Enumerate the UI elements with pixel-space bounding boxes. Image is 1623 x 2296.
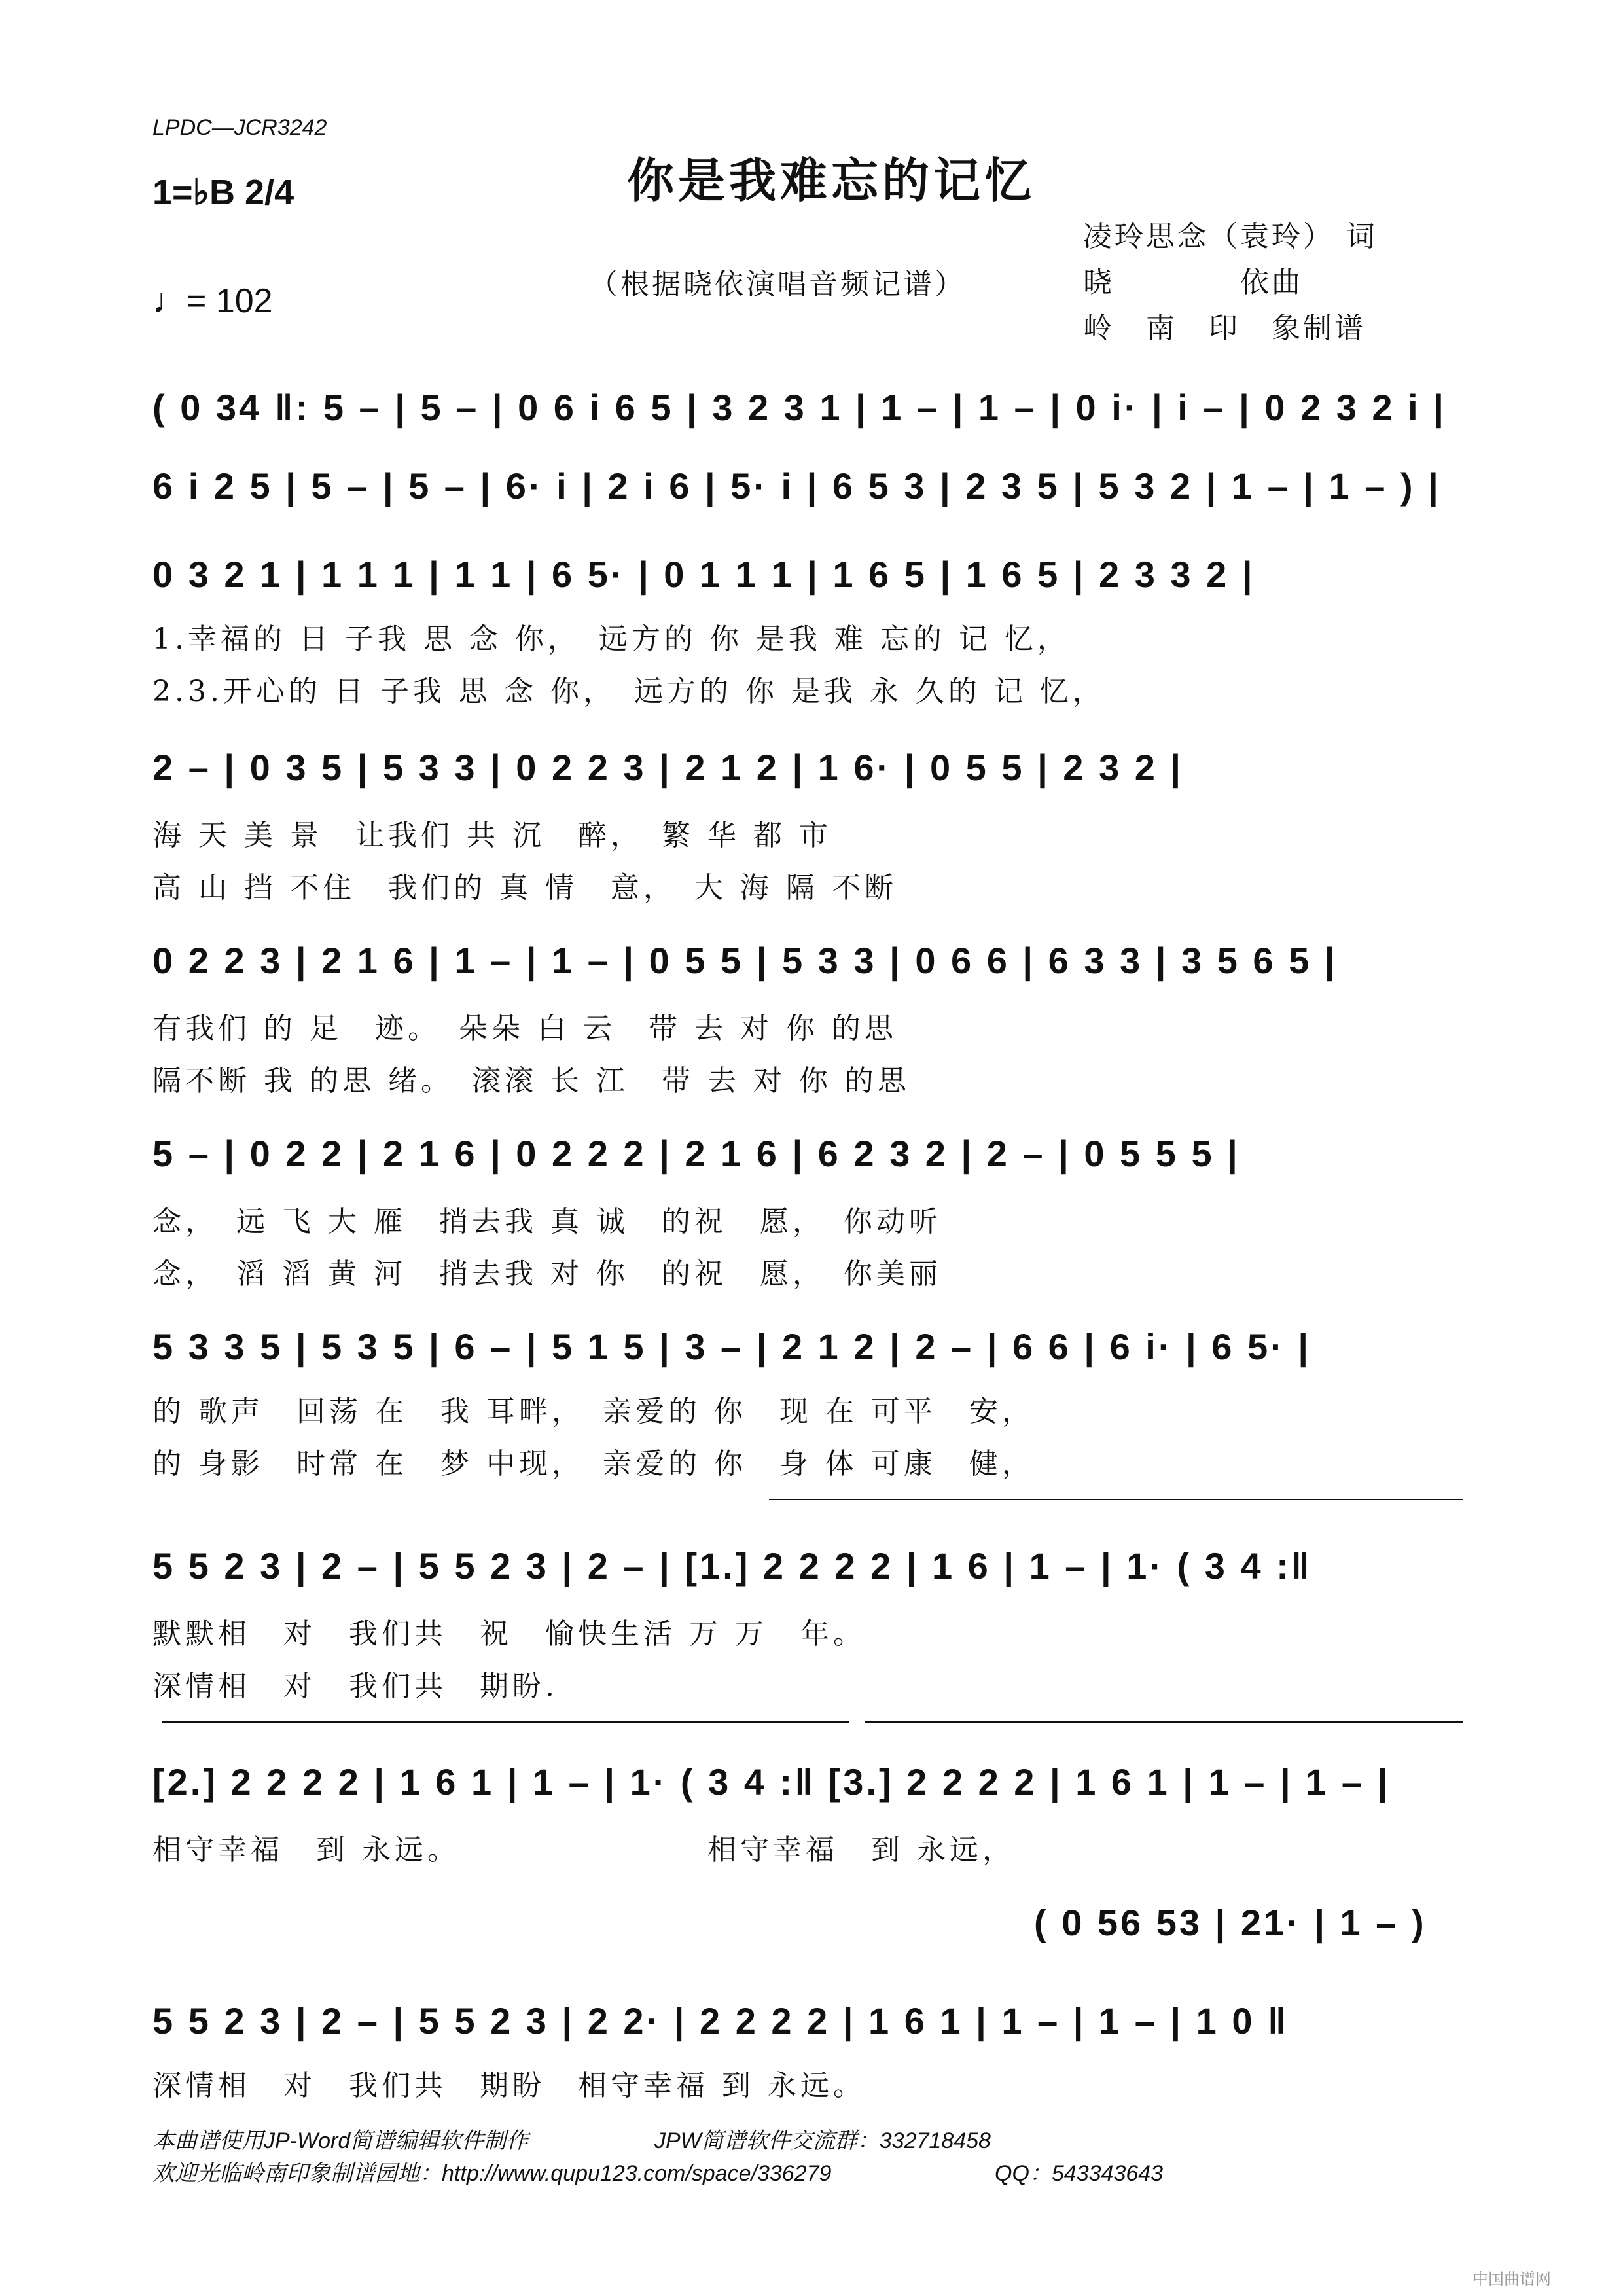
credit-transcriber: 岭 南 印 象制谱 [1083, 312, 1366, 345]
notation-line: [2.] 2 2 2 2 | 1 6 1 | 1 – | 1· ( 3 4 :‖ [3.] 2 2 2 2 | 1 6 1 | 1 – | 1 – | [152, 1761, 1391, 1803]
lyric-line: 的 身影 时常 在 梦 中现， 亲爱的 你 身 体 可康 健， [152, 1447, 1035, 1480]
lyric-line: 深情相 对 我们共 期盼. [152, 1670, 558, 1703]
notation-line: 5 5 2 3 | 2 – | 5 5 2 3 | 2 2· | 2 2 2 2 | 1 6 1 | 1 – | 1 – | 1 0 ‖ [152, 2000, 1289, 2041]
lyric-line: 1.幸福的 日 子我 思 念 你， 远方的 你 是我 难 忘的 记 忆， [152, 622, 1070, 656]
key-signature: 1=♭B 2/4 [152, 173, 294, 212]
notation-line: ( 0 56 53 | 21· | 1 – ) [1034, 1902, 1427, 1943]
lyric-line: 高 山 挡 不住 我们的 真 情 意， 大 海 隔 不断 [152, 871, 897, 905]
lyric-line: 相守幸福 到 永远。 相守幸福 到 永远， [152, 1833, 1015, 1867]
lyric-line: 海 天 美 景 让我们 共 沉 醉， 繁 华 都 市 [152, 819, 832, 852]
song-title: 你是我难忘的记忆 [626, 152, 1035, 208]
volta-bracket [865, 1721, 1463, 1723]
notation-line: 5 – | 0 2 2 | 2 1 6 | 0 2 2 2 | 2 1 6 | 6 2 3 2 | 2 – | 0 5 5 5 | [152, 1133, 1240, 1174]
credit-lyricist: 凌玲思念（袁玲） 词 [1083, 220, 1378, 253]
footer-qq: QQ：543343643 [995, 2161, 1164, 2186]
credit-composer: 晓 依曲 [1083, 266, 1303, 299]
lyric-line: 念， 远 飞 大 雁 捎去我 真 诚 的祝 愿， 你动听 [152, 1205, 942, 1238]
lyric-line: 有我们 的 足 迹。 朵朵 白 云 带 去 对 你 的思 [152, 1012, 897, 1045]
notation-line: 2 – | 0 3 5 | 5 3 3 | 0 2 2 3 | 2 1 2 | 1 6· | 0 5 5 | 2 3 2 | [152, 747, 1184, 788]
lyric-line: 念， 滔 滔 黄 河 捎去我 对 你 的祝 愿， 你美丽 [152, 1257, 942, 1291]
notation-line: 5 3 3 5 | 5 3 5 | 6 – | 5 1 5 | 3 – | 2 1 2 | 2 – | 6 6 | 6 i· | 6 5· | [152, 1326, 1311, 1367]
lyric-line: 默默相 对 我们共 祝 愉快生活 万 万 年。 [152, 1617, 866, 1651]
notation-line: 6 i 2 5 | 5 – | 5 – | 6· i | 2 i 6 | 5· i | 6 5 3 | 2 3 5 | 5 3 2 | 1 – | 1 – ) | [152, 465, 1441, 507]
notation-line: 5 5 2 3 | 2 – | 5 5 2 3 | 2 – | [1.] 2 2 2 2 | 1 6 | 1 – | 1· ( 3 4 :‖ [152, 1545, 1312, 1587]
footer-site: 欢迎光临岭南印象制谱园地：http://www.qupu123.com/space/336279 [152, 2161, 832, 2186]
footer-software: 本曲谱使用JP-Word简谱编辑软件制作 [152, 2128, 529, 2153]
subtitle: （根据晓依演唱音频记谱） [589, 268, 966, 301]
lyric-line: 深情相 对 我们共 期盼 相守幸福 到 永远。 [152, 2069, 866, 2102]
watermark-logo: 中国曲谱网 [1472, 2270, 1551, 2288]
footer-group: JPW简谱软件交流群：332718458 [654, 2128, 991, 2153]
volta-bracket [769, 1499, 1463, 1500]
notation-line: 0 3 2 1 | 1 1 1 | 1 1 | 6 5· | 0 1 1 1 | 1 6 5 | 1 6 5 | 2 3 3 2 | [152, 554, 1255, 595]
volta-bracket [162, 1721, 849, 1723]
notation-line: 0 2 2 3 | 2 1 6 | 1 – | 1 – | 0 5 5 | 5 3 3 | 0 6 6 | 6 3 3 | 3 5 6 5 | [152, 940, 1338, 981]
lyric-line: 2.3.开心的 日 子我 思 念 你， 远方的 你 是我 永 久的 记 忆， [152, 675, 1105, 708]
notation-line: ( 0 34 ‖: 5 – | 5 – | 0 6 i 6 5 | 3 2 3 1 | 1 – | 1 – | 0 i· | i – | 0 2 3 2 i | [152, 387, 1446, 428]
lyric-line: 隔不断 我 的思 绪。 滚滚 长 江 带 去 对 你 的思 [152, 1064, 910, 1098]
score-code: LPDC—JCR3242 [152, 115, 327, 140]
lyric-line: 的 歌声 回荡 在 我 耳畔， 亲爱的 你 现 在 可平 安， [152, 1395, 1035, 1428]
tempo-marking: ♩= 102 [152, 282, 273, 320]
